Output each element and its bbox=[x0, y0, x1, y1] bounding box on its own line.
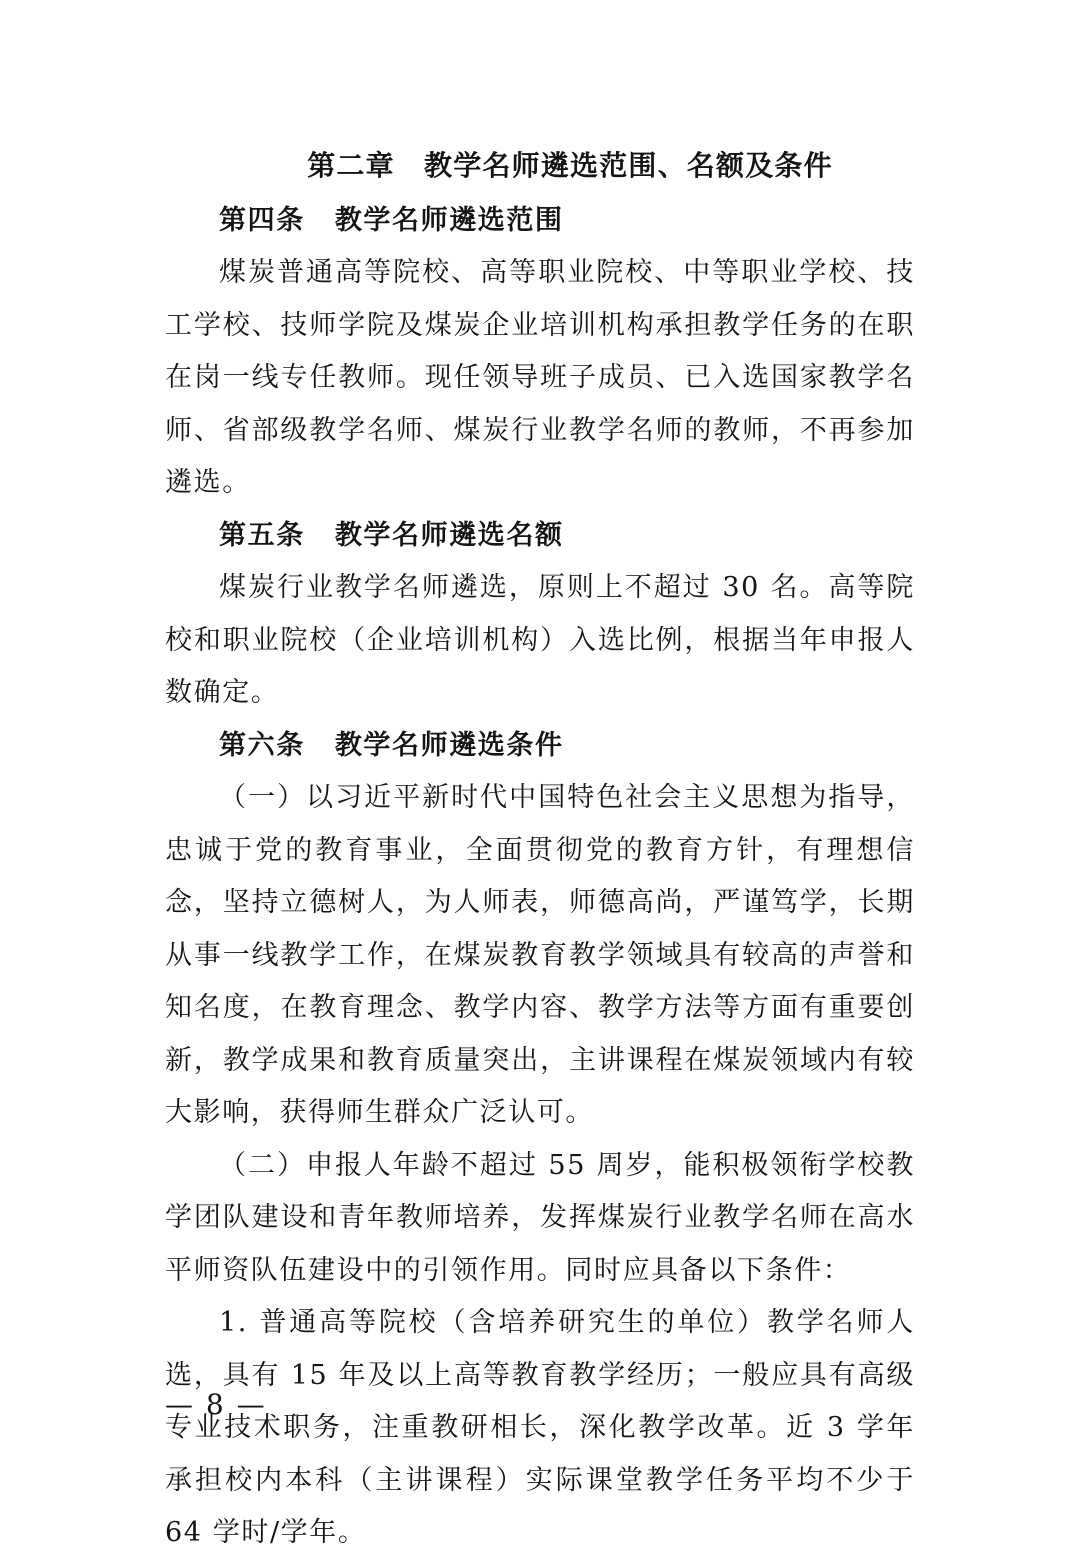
article-paragraph: 煤炭普通高等院校、高等职业院校、中等职业学校、技工学校、技师学院及煤炭企业培训机构承担教学任务的在职在岗一线专任教师。现任领导班子成员、已入选国家教学名师、省部级教学名师、煤炭行业教学名师的教师，不再参加遴选。 bbox=[165, 257, 915, 498]
document-body bbox=[165, 140, 915, 1560]
article-paragraph: （一）以习近平新时代中国特色社会主义思想为指导，忠诚于党的教育事业，全面贯彻党的教育方针，有理想信念，坚持立德树人，为人师表，师德高尚，严谨笃学，长期从事一线教学工作，在煤炭教育教学领域具有较高的声誉和知名度，在教育理念、教学内容、教学方法等方面有重要创新，教学成果和教育质量突出，主讲课程在煤炭领域内有较大影响，获得师生群众广泛认可。 bbox=[165, 782, 915, 1128]
article-title: 教学名师遴选名额 bbox=[334, 519, 564, 551]
article-6 bbox=[165, 720, 915, 1560]
article-number: 第六条 bbox=[219, 729, 305, 761]
page-number: — 8 — bbox=[165, 1388, 267, 1421]
chapter-title: 第二章 教学名师遴选范围、名额及条件 bbox=[307, 149, 833, 182]
article-paragraph: （二）申报人年龄不超过 55 周岁，能积极领衔学校教学团队建设和青年教师培养，发挥煤炭行业教学名师在高水平师资队伍建设中的引领作用。同时应具备以下条件： bbox=[165, 1149, 915, 1286]
article-paragraph: 煤炭行业教学名师遴选，原则上不超过 30 名。高等院校和职业院校（企业培训机构）入选比例，根据当年申报人数确定。 bbox=[165, 572, 915, 708]
article-title: 教学名师遴选条件 bbox=[334, 729, 564, 761]
article-number: 第五条 bbox=[219, 519, 305, 551]
article-4 bbox=[165, 195, 915, 510]
article-5 bbox=[165, 510, 915, 720]
article-heading bbox=[165, 510, 915, 563]
article-title: 教学名师遴选范围 bbox=[334, 204, 564, 236]
article-heading bbox=[165, 195, 915, 248]
article-paragraph: 1. 普通高等院校（含培养研究生的单位）教学名师人选，具有 15 年及以上高等教育教学经历；一般应具有高级专业技术职务，注重教研相长，深化教学改革。近 3 学年承担校内本科（主讲课程）实际课堂教学任务平均不少于 64 学时/学年。 bbox=[165, 1307, 915, 1548]
article-number: 第四条 bbox=[219, 204, 305, 236]
article-heading bbox=[165, 720, 915, 773]
